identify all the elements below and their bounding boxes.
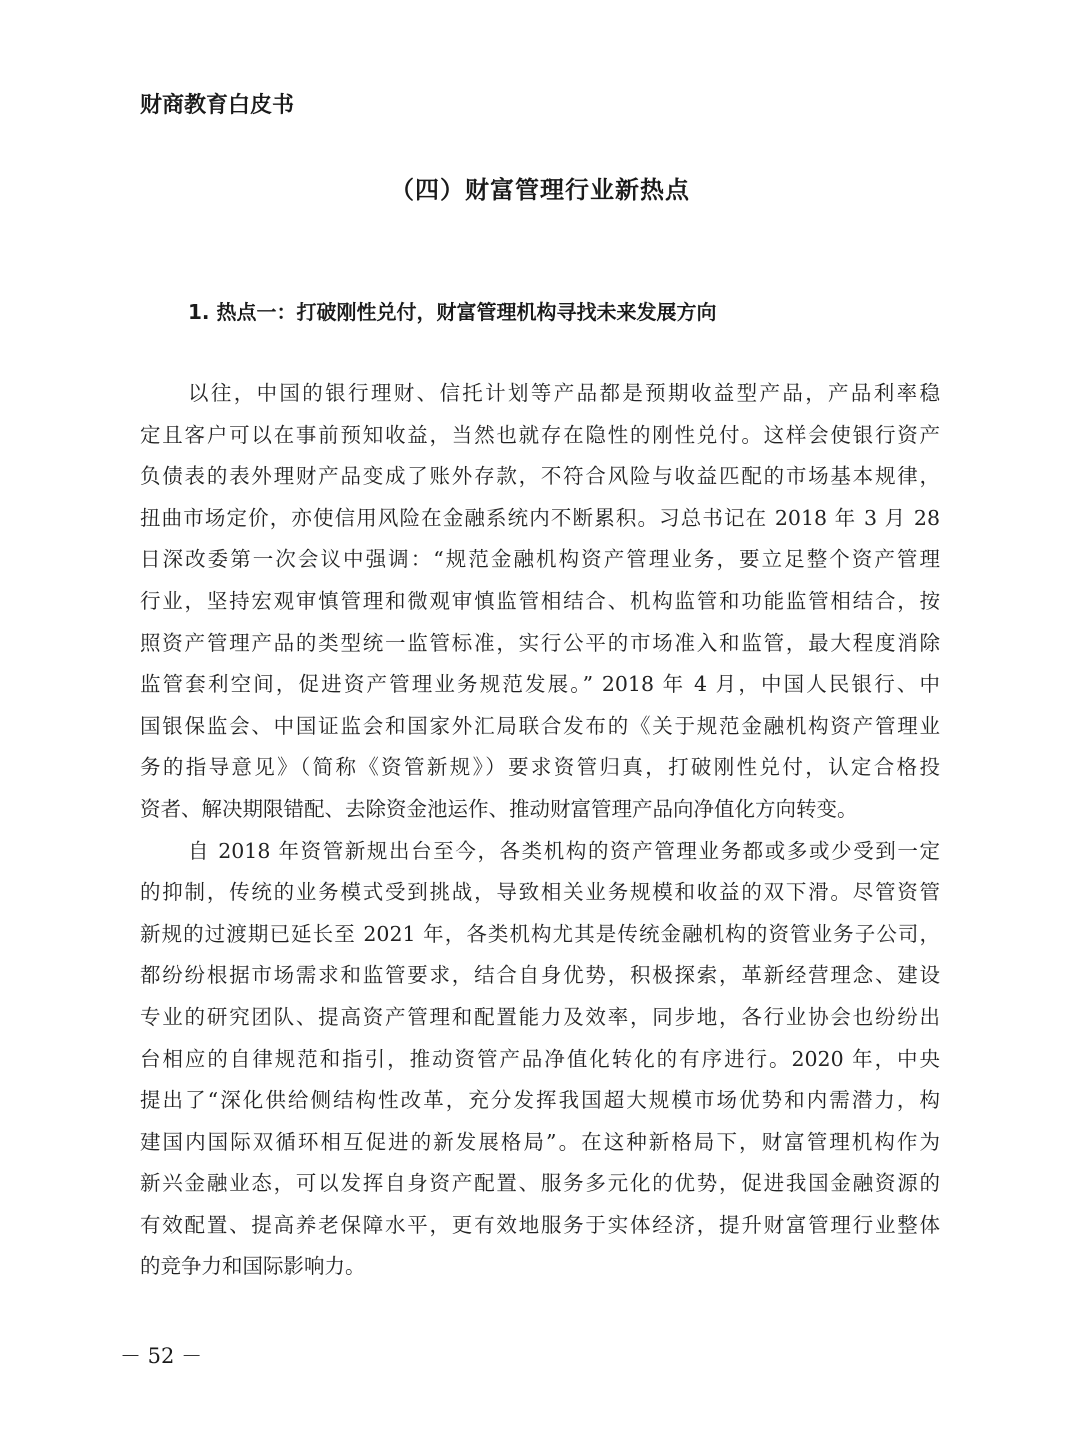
text-line: 有效配置、提高养老保障水平，更有效地服务于实体经济，提升财富管理行业整体 (140, 1212, 940, 1237)
text-line: 以往，中国的银行理财、信托计划等产品都是预期收益型产品，产品利率稳 (188, 381, 940, 405)
text-line: 的抑制，传统的业务模式受到挑战，导致相关业务规模和收益的双下滑。尽管资管 (140, 880, 940, 905)
text-line: 新兴金融业态，可以发挥自身资产配置、服务多元化的优势，促进我国金融资源的 (140, 1171, 940, 1196)
text-line: 都纷纷根据市场需求和监管要求，结合自身优势，积极探索，革新经营理念、建设 (140, 963, 940, 988)
paragraph-2 (140, 831, 940, 1289)
running-header-title: 财商教育白皮书 (140, 92, 295, 118)
body-text (140, 373, 940, 1288)
paragraph-1 (140, 373, 940, 831)
text-line: 新规的过渡期已延长至 2021 年，各类机构尤其是传统金融机构的资管业务子公司， (140, 921, 940, 946)
text-line: 监管套利空间，促进资产管理业务规范发展。” 2018 年 4 月，中国人民银行、中 (140, 672, 940, 697)
subsection-title: 1. 热点一：打破刚性兑付，财富管理机构寻找未来发展方向 (188, 300, 717, 324)
text-line: 提出了“深化供给侧结构性改革，充分发挥我国超大规模市场优势和内需潜力，构 (140, 1088, 940, 1113)
text-line: 行业，坚持宏观审慎管理和微观审慎监管相结合、机构监管和功能监管相结合，按 (140, 588, 940, 613)
text-line: 定且客户可以在事前预知收益，当然也就存在隐性的刚性兑付。这样会使银行资产 (140, 422, 940, 447)
text-line: 国银保监会、中国证监会和国家外汇局联合发布的《关于规范金融机构资产管理业 (140, 713, 940, 738)
text-line: 资者、解决期限错配、去除资金池运作、推动财富管理产品向净值化方向转变。 (140, 796, 858, 821)
text-line: 照资产管理产品的类型统一监管标准，实行公平的市场准入和监管，最大程度消除 (140, 630, 940, 655)
text-line: 日深改委第一次会议中强调：“规范金融机构资产管理业务，要立足整个资产管理 (140, 547, 940, 572)
text-line: 的竞争力和国际影响力。 (140, 1254, 366, 1279)
text-line: 建国内国际双循环相互促进的新发展格局”。在这种新格局下，财富管理机构作为 (140, 1129, 940, 1154)
text-line: 自 2018 年资管新规出台至今，各类机构的资产管理业务都或多或少受到一定 (188, 838, 940, 863)
page-number: － 52 － (120, 1344, 203, 1368)
text-line: 专业的研究团队、提高资产管理和配置能力及效率，同步地，各行业协会也纷纷出 (140, 1004, 940, 1029)
text-line: 扭曲市场定价，亦使信用风险在金融系统内不断累积。习总书记在 2018 年 3 月 28 (140, 505, 940, 530)
section-title: （四）财富管理行业新热点 (390, 176, 690, 204)
text-line: 负债表的表外理财产品变成了账外存款，不符合风险与收益匹配的市场基本规律， (140, 464, 940, 489)
text-line: 务的指导意见》（简称《资管新规》）要求资管归真，打破刚性兑付，认定合格投 (140, 755, 940, 780)
text-line: 台相应的自律规范和指引，推动资管产品净值化转化的有序进行。2020 年，中央 (140, 1046, 940, 1071)
